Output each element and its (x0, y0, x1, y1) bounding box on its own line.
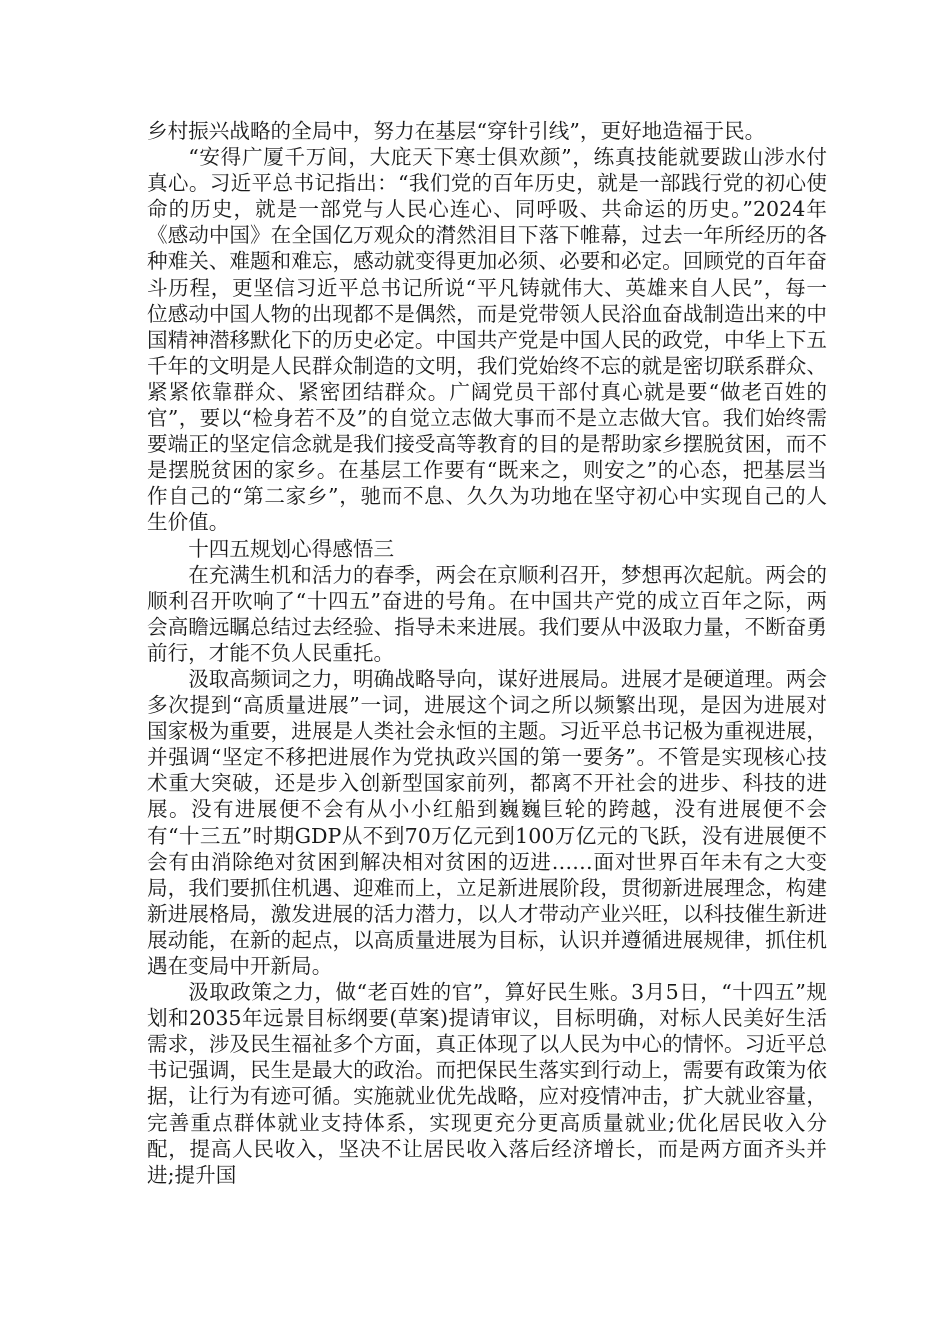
paragraph: 汲取政策之力，做“老百姓的官”，算好民生账。3月5日，“十四五”规划和2035年远景目标纲要(草案)提请审议，目标明确，对标人民美好生活需求，涉及民生福祉多个方面，真正体现了以人民为中心的情怀。习近平总书记强调，民生是最大的政治。而把保民生落实到行动上，需要有政策为依据，让行为有迹可循。实施就业优先战略，应对疫情冲击，扩大就业容量，完善重点群体就业支持体系，实现更充分更高质量就业;优化居民收入分配，提高人民收入，坚决不让居民收入落后经济增长，而是两方面齐头并进;提升国 (147, 980, 827, 1187)
paragraph: 乡村振兴战略的全局中，努力在基层“穿针引线”，更好地造福于民。 (147, 119, 766, 143)
paragraph: 在充满生机和活力的春季，两会在京顺利召开，梦想再次起航。两会的顺利召开吹响了“十四五”奋进的号角。在中国共产党的成立百年之际，两会高瞻远瞩总结过去经验、指导未来进展。我们要从中汲取力量，不断奋勇前行，才能不负人民重托。 (147, 562, 827, 665)
section-heading: 十四五规划心得感悟三 (188, 536, 395, 561)
document-page (147, 118, 827, 1188)
paragraph: “安得广厦千万间，大庇天下寒士俱欢颜”，练真技能就要跋山涉水付真心。习近平总书记指出：“我们党的百年历史，就是一部践行党的初心使命的历史，就是一部党与人民心连心、同呼吸、共命运的历史。”2024年《感动中国》在全国亿万观众的潸然泪目下落下帷幕，过去一年所经历的各种难关、难题和难忘，感动就变得更加必须、必要和必定。回顾党的百年奋斗历程，更坚信习近平总书记所说“平凡铸就伟大、英雄来自人民”，每一位感动中国人物的出现都不是偶然，而是党带领人民浴血奋战制造出来的中国精神潜移默化下的历史必定。中国共产党是中国人民的政党，中华上下五千年的文明是人民群众制造的文明，我们党始终不忘的就是密切联系群众、紧紧依靠群众、紧密团结群众。广阔党员干部付真心就是要“做老百姓的官”，要以“检身若不及”的自觉立志做大事而不是立志做大官。我们始终需要端正的坚定信念就是我们接受高等教育的目的是帮助家乡摆脱贫困，而不是摆脱贫困的家乡。在基层工作要有“既来之，则安之”的心态，把基层当作自己的“第二家乡”，驰而不息、久久为功地在坚守初心中实现自己的人生价值。 (147, 145, 827, 535)
paragraph: 汲取高频词之力，明确战略导向，谋好进展局。进展才是硬道理。两会多次提到“高质量进展”一词，进展这个词之所以频繁出现，是因为进展对国家极为重要，进展是人类社会永恒的主题。习近平总书记极为重视进展，并强调“坚定不移把进展作为党执政兴国的第一要务”。不管是实现核心技术重大突破，还是步入创新型国家前列，都离不开社会的进步、科技的进展。没有进展便不会有从小小红船到巍巍巨轮的跨越，没有进展便不会有“十三五”时期GDP从不到70万亿元到100万亿元的飞跃，没有进展便不会有由消除绝对贫困到解决相对贫困的迈进……面对世界百年未有之大变局，我们要抓住机遇、迎难而上，立足新进展阶段，贯彻新进展理念，构建新进展格局，激发进展的活力潜力，以人才带动产业兴旺，以科技催生新进展动能，在新的起点，以高质量进展为目标，认识并遵循进展规律，抓住机遇在变局中开新局。 (147, 666, 827, 978)
